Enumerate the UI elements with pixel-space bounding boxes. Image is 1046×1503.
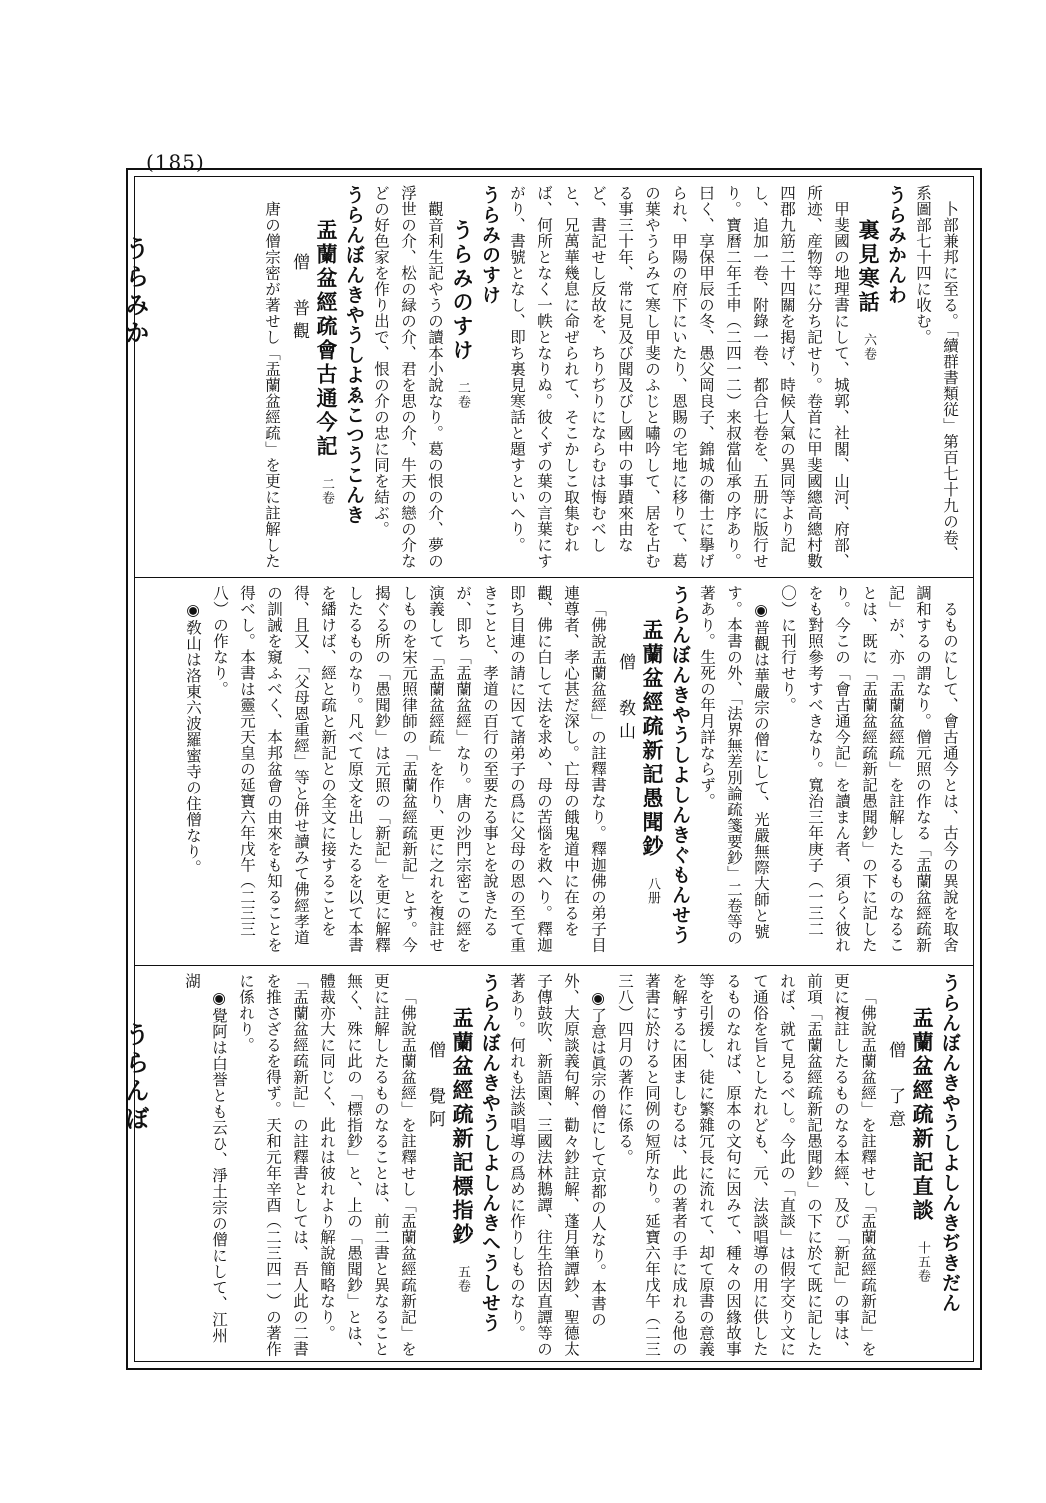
entry-reading: うらみのすけ (479, 185, 501, 305)
entry-author-line (421, 973, 448, 1357)
volume-count: 二卷 (319, 477, 334, 506)
entry-body-text: ◉普觀は華嚴宗の僧にして、光嚴無際大師と號す。本書の外、「法界無差別論疏箋要鈔」二卷等の著あり。生死の年月詳ならず。 (698, 585, 770, 946)
page-frame (126, 168, 982, 1370)
volume-count: 八册 (645, 877, 660, 906)
page-frame-inner (134, 176, 974, 1362)
middle-band-text (145, 585, 963, 957)
lower-band (135, 965, 973, 1365)
page-number: (185) (146, 150, 205, 174)
lower-band-text (145, 973, 963, 1357)
middle-band (135, 577, 973, 965)
entry-title-line (448, 973, 476, 1357)
entry-body-text: 唐の僧宗密が著せし「盂蘭盆經疏」を更に註解した (263, 200, 281, 569)
entry-reading: うらみかんわ (885, 185, 907, 305)
entry-reading: うらんぼんきやうしよしんきへうしせう (479, 973, 501, 1333)
entry-title-line (908, 973, 936, 1357)
entry-body-text: るものにして、會古通今とは、古今の異說を取舍調和するの謂なり。僧元照の作なる「盂蘭盆經疏新記」が、亦「盂蘭盆經疏」を註解したるものなることは、既に「盂蘭盆經疏新記愚聞鈔」の下に記したり。今この「會古通今記」を讀まん者、須らく彼れをも對照參考すべきなり。寬治三年庚子（一三二〇）に刊行せり。 (779, 585, 959, 953)
entry-reading: うらんぼんきやうしよしんきぐもんせう (669, 585, 691, 945)
entry-body-text: 甲斐國の地理書にして、城郭、社閣、山河、府部、所迹、産物等に分ち記せり。卷首に甲斐國總高總村數四郡九筋二十四關を掲げ、時候人氣の異同等より記し、追加一卷、附錄一卷、都合七卷を、五册に版行せり。寶曆二年壬申（二四一二）来叔當仙承の序あり。曰く、享保甲辰の冬、愚父岡良子、錦城の衞士に擧げられ、甲陽の府下にいたり、恩賜の宅地に移りて、葛の葉やうらみて寒し甲斐のふじと嘯吟して、居を占むる事三十年、常に見及び聞及びし國中の事蹟來由など、書記せし反故を、ちりぢりにならむは悔むべしと、兄萬華幾息に命ぜられて、そこかしこ取集むれば、何所となく一帙となりぬ。彼くずの葉の言葉にすがり、書號となし、即ち裏見寒話と題すといへり。 (508, 185, 850, 569)
volume-count: 六卷 (861, 333, 876, 362)
entry-title-line (448, 185, 476, 569)
entry-title: 盂蘭盆經疏會古通今記 (314, 219, 339, 460)
entry-author-line (611, 585, 638, 957)
entry-body-text: 「佛說盂蘭盆經」を註釋せし「盂蘭盆經疏新記」を更に複註したるものなる本經、及び「新記」の事は、前項「盂蘭盆經疏新記愚聞鈔」の下に於て既に記したれば、就て見るべし。今此の「直談」は假字交り文にて通俗を旨としたれども、元、法談唱導の用に供したるものなれば、原本の文句に因みて、種々の因緣故事等を引援し、徒に繁雜冗長に流れて、却て原書の意義を解するに困ましむるは、此の著者の手に成れる他の著書に於けると同例の短所なり。延寶六年戊午（二三三八）四月の著作に係る。 (616, 973, 877, 1357)
upper-band-text (145, 185, 963, 569)
entry-author: 僧 了意 (885, 1041, 905, 1134)
entry-body-text: ◉了意は眞宗の僧にして京都の人なり。本書の外、大原談義句解、勸々鈔註解、蓬月筆譚鈔、聖德太子傳鼓吹、新語園、三國法林鵝譚、往生拾因直譚等の著あり。何れも法談唱導の爲めに作りしものなり。 (508, 973, 607, 1357)
entry-title-line (854, 185, 882, 569)
entry-reading: うらんぼんきやうしよゑこつうこんき (343, 185, 365, 525)
entry-body-text: 「佛說盂蘭盆經」の註釋書なり。釋迦佛の弟子目連尊者、孝心甚だ深し。亡母の餓鬼道中に在るを觀、佛に白して法を求め、母の苦惱を救へり。釋迦即ち目連の請に因て諸弟子の爲に父母の恩の至て重きことと、孝道の百行の至要たる事とを說きたるが、即ち「盂蘭盆經」なり。唐の沙門宗密この經を演義して「盂蘭盆經疏」を作り、更に之れを複註せしものを宋元照律師の「盂蘭盆經疏新記」とす。今揭ぐる所の「愚聞鈔」は元照の「新記」を更に解釋したるものなり。凡べて原文を出したるを以て本書を繙けば、經と疏と新記との全文に接することを得、且又、「父母恩重經」等と併せ讀みて佛經孝道の訓誡を窺ふべく、本邦盆會の由來をも知ることを得べし。本書は靈元天皇の延寶六年戊午（二三三八）の作なり。 (211, 585, 607, 953)
entry-body-text: 觀音利生記やうの讀本小說なり。葛の恨の介、夢の浮世の介、松の緑の介、君を思の介、牛天の戀の介などの好色家を作り出で、恨の介の忠に同を結ぶ。 (372, 185, 444, 569)
entry-body-text: ◉覺阿は白誉とも云ひ、淨土宗の僧にして、江州湖 (183, 973, 228, 1343)
entry-title: うらみのすけ (450, 219, 475, 364)
entry-author: 僧 普觀 (289, 253, 309, 346)
entry-reading: うらんぼんきやうしよしんきぢきだん (939, 973, 961, 1313)
volume-count: 二卷 (455, 381, 470, 410)
entry-title: 盂蘭盆經疏新記愚聞鈔 (640, 619, 665, 860)
entry-title: 盂蘭盆經疏新記直談 (910, 1007, 935, 1224)
entry-author-line (285, 185, 312, 569)
entry-body-text: ◉敎山は洛東六波羅蜜寺の住僧なり。 (184, 600, 202, 875)
entry-body-text: 「佛說盂蘭盆經」を註釋せし「盂蘭盆經疏新記」を更に註解したるものなることは、前二書と異なること無く、殊に此の「標指鈔」と、上の「愚聞鈔」とは、體裁亦大に同じく、此れは彼れより解說簡略なり。「盂蘭盆經疏新記」の註釋書としては、吾人此の二書を推さざるを得ず。天和元年辛酉（二三四一）の著作に係れり。 (237, 973, 417, 1357)
entry-title-line (638, 585, 666, 957)
entry-author: 僧 敎山 (615, 653, 635, 746)
entry-title: 盂蘭盆經疏新記標指鈔 (450, 1007, 475, 1248)
volume-count: 五卷 (455, 1265, 470, 1294)
volume-count: 十五卷 (915, 1241, 930, 1284)
entry-title: 裏見寒話 (856, 219, 881, 316)
entry-title-line (312, 185, 340, 569)
entry-author-line (881, 973, 908, 1357)
entry-body-text: 卜部兼邦に至る。「續群書類従」第百七十九の卷、系圖部七十四に收む。 (914, 185, 959, 561)
upper-band (135, 177, 973, 577)
entry-author: 僧 覺阿 (425, 1041, 445, 1134)
index-label-upper: うらみか (121, 236, 149, 348)
index-label-lower: うらんぼ (121, 1022, 149, 1134)
